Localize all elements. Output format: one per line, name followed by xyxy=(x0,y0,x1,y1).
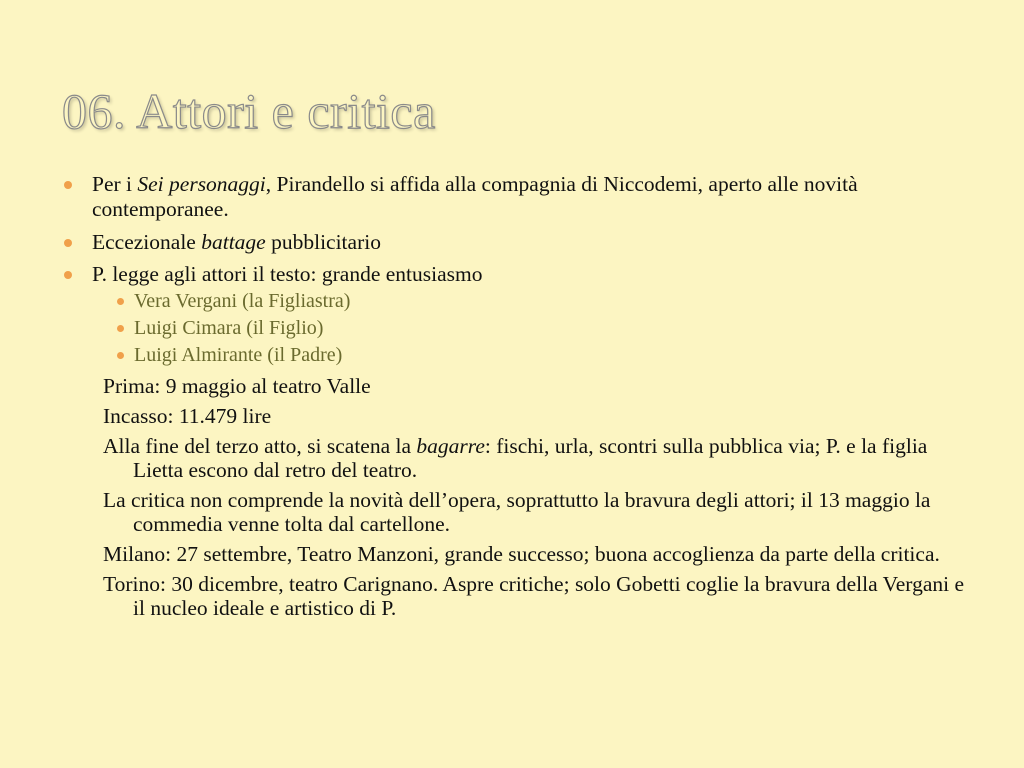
bullet-text-post: , Pirandello si affida alla compagnia di Niccodemi, aperto alle novità contemporanee. xyxy=(92,172,858,221)
bullet-text: P. legge agli attori il testo: grande entusiasmo xyxy=(92,262,483,286)
paragraph-text-emphasis: bagarre xyxy=(416,434,485,458)
bullet-dot-icon xyxy=(64,181,72,189)
sub-bullet-text: Luigi Almirante (il Padre) xyxy=(134,344,343,366)
sub-bullet-dot-icon xyxy=(117,325,124,332)
bullet-text-emphasis: battage xyxy=(201,230,266,254)
paragraph: La critica non comprende la novità dell’opera, soprattutto la bravura degli attori; il 13 maggio la commedia venne tolta dal cartellone. xyxy=(103,488,931,536)
paragraph: Prima: 9 maggio al teatro Valle xyxy=(103,374,371,398)
sub-bullet-text: Vera Vergani (la Figliastra) xyxy=(134,290,351,312)
sub-bullet-text: Luigi Cimara (il Figlio) xyxy=(134,317,324,339)
paragraph: Incasso: 11.479 lire xyxy=(103,404,272,428)
bullet-dot-icon xyxy=(64,239,72,247)
bullet-item xyxy=(62,262,972,287)
bullet-item xyxy=(62,172,972,222)
bullet-item xyxy=(62,230,972,255)
bullet-text-pre: Per i xyxy=(92,172,138,196)
slide-title: 06. Attori e critica xyxy=(62,83,436,139)
bullet-text-post: pubblicitario xyxy=(265,230,381,254)
sub-bullet-item xyxy=(62,316,972,340)
sub-bullet-item xyxy=(62,289,972,313)
bullet-text-pre: Eccezionale xyxy=(92,230,202,254)
paragraph-text-post: : fischi, urla, scontri sulla pubblica via; P. e la figlia Lietta escono dal retro del teatro. xyxy=(133,434,928,482)
bullet-text-emphasis: Sei personaggi xyxy=(137,172,266,196)
sub-bullet-dot-icon xyxy=(117,352,124,359)
sub-bullet-item xyxy=(62,343,972,367)
paragraph-text-pre: Alla fine del terzo atto, si scatena la xyxy=(103,434,417,458)
paragraph: Milano: 27 settembre, Teatro Manzoni, grande successo; buona accoglienza da parte della critica. xyxy=(103,542,940,566)
paragraph: Torino: 30 dicembre, teatro Carignano. Aspre critiche; solo Gobetti coglie la bravura della Vergani e il nucleo ideale e artistico di P. xyxy=(103,572,965,620)
slide-content xyxy=(62,172,972,626)
bullet-dot-icon xyxy=(64,271,72,279)
paragraph xyxy=(62,434,972,482)
sub-bullet-dot-icon xyxy=(117,298,124,305)
